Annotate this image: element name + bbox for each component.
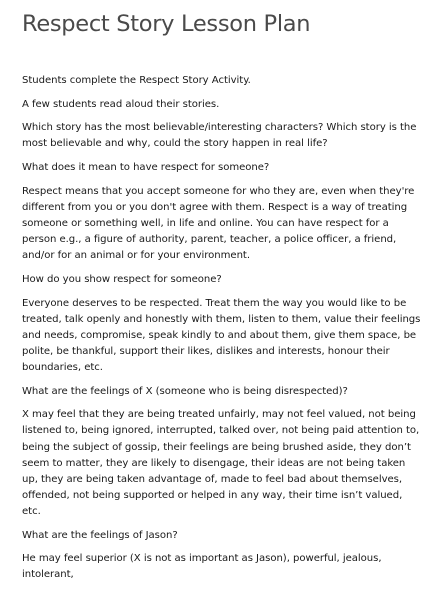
page-title: Respect Story Lesson Plan <box>22 11 311 37</box>
answer-feelings-x: X may feel that they are being treated unfairly, may not feel valued, not being listened to, being ignored, interrupted, talked over, not being paid attention to, being the subject of gossip, their feelings are being brushed aside, they don’t seem to matter, they are likely to disengage, their ideas are not being taken up, they are being taken advantage of, made to feel bad about themselves, offended, not being supported or helped in any way, their time isn’t valued, etc. <box>22 409 420 517</box>
paragraph-read-aloud: A few students read aloud their stories. <box>22 98 220 110</box>
question-show-respect: How do you show respect for someone? <box>22 273 222 285</box>
document-body <box>22 73 424 591</box>
paragraph-activity: Students complete the Respect Story Activity. <box>22 75 251 86</box>
question-respect-meaning: What does it mean to have respect for someone? <box>22 162 270 174</box>
question-feelings-jason: What are the feelings of Jason? <box>22 529 178 541</box>
answer-respect-meaning: Respect means that you accept someone for who they are, even when they're different from you or you don't agree with them. Respect is a way of treating someone or something well, in life and online. You can have respect for a person e.g., a figure of authority, parent, teacher, a police officer, a friend, and/or for an animal or for your environment. <box>22 185 415 262</box>
paragraph-story-question: Which story has the most believable/interesting characters? Which story is the most believable and why, could the story happen in real life? <box>22 122 417 150</box>
answer-feelings-jason: He may feel superior (X is not as important as Jason), powerful, jealous, intolerant, <box>22 553 382 581</box>
answer-show-respect: Everyone deserves to be respected. Treat them the way you would like to be treated, talk openly and honestly with them, listen to them, value their feelings and needs, compromise, speak kindly to and about them, give them space, be polite, be thankful, support their likes, dislikes and interests, honour their boundaries, etc. <box>22 297 421 373</box>
question-feelings-x: What are the feelings of X (someone who is being disrespected)? <box>22 385 348 397</box>
